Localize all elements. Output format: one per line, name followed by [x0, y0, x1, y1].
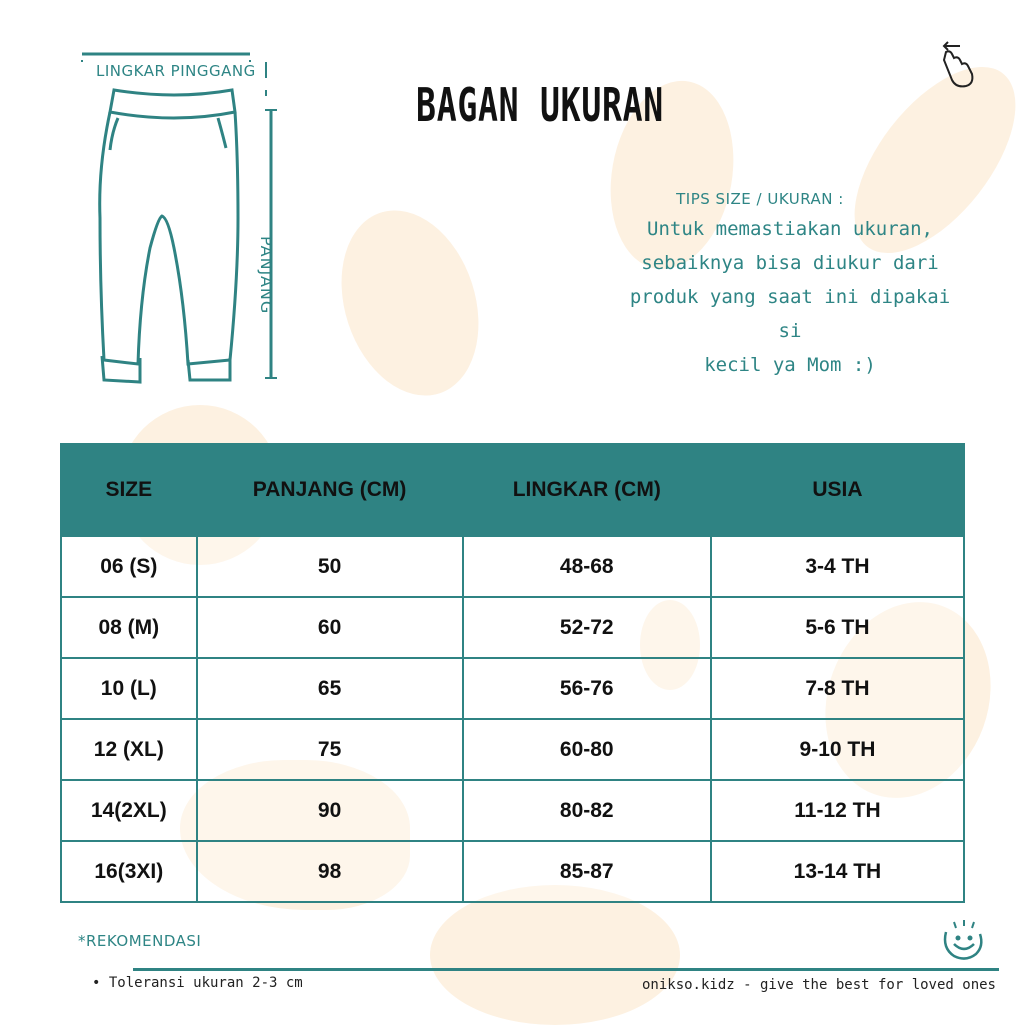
cell-age: 3-4 TH	[711, 536, 964, 597]
page-title: BAGAN UKURAN	[416, 78, 664, 132]
cell-age: 9-10 TH	[711, 719, 964, 780]
brand-tagline: onikso.kidz - give the best for loved ones	[641, 977, 996, 993]
cell-size: 16(3XI)	[61, 841, 197, 902]
cell-size: 12 (XL)	[61, 719, 197, 780]
cell-size: 14(2XL)	[61, 780, 197, 841]
header-age: USIA	[711, 444, 964, 536]
background-blob	[430, 885, 680, 1025]
background-blob	[319, 193, 501, 414]
tolerance-note: • Toleransi ukuran 2-3 cm	[92, 975, 303, 991]
table-row	[61, 719, 964, 780]
cell-circumference: 56-76	[463, 658, 711, 719]
cell-size: 08 (M)	[61, 597, 197, 658]
pants-diagram	[70, 48, 300, 388]
cell-age: 7-8 TH	[711, 658, 964, 719]
table-row	[61, 841, 964, 902]
cell-circumference: 48-68	[463, 536, 711, 597]
header-length: PANJANG (CM)	[197, 444, 463, 536]
cell-length: 60	[197, 597, 463, 658]
cell-length: 65	[197, 658, 463, 719]
footer-divider	[133, 968, 999, 971]
tips-heading: TIPS SIZE / UKURAN :	[676, 190, 844, 208]
table-row	[61, 658, 964, 719]
smiley-logo-icon	[940, 918, 988, 964]
table-row	[61, 536, 964, 597]
cell-circumference: 80-82	[463, 780, 711, 841]
recommendation-label: *REKOMENDASI	[78, 932, 202, 950]
cell-age: 13-14 TH	[711, 841, 964, 902]
cell-circumference: 52-72	[463, 597, 711, 658]
cell-length: 50	[197, 536, 463, 597]
table-row	[61, 597, 964, 658]
hand-swipe-icon	[934, 40, 978, 92]
table-header-row	[61, 444, 964, 536]
cell-circumference: 60-80	[463, 719, 711, 780]
cell-length: 75	[197, 719, 463, 780]
waist-label: LINGKAR PINGGANG	[96, 62, 256, 80]
size-chart-table	[60, 443, 965, 903]
tips-body	[620, 212, 960, 382]
table-row	[61, 780, 964, 841]
cell-circumference: 85-87	[463, 841, 711, 902]
tips-line: produk yang saat ini dipakai si	[629, 286, 951, 342]
header-circumference: LINGKAR (CM)	[463, 444, 711, 536]
cell-length: 90	[197, 780, 463, 841]
cell-size: 10 (L)	[61, 658, 197, 719]
cell-size: 06 (S)	[61, 536, 197, 597]
length-label: PANJANG	[257, 236, 276, 315]
tips-line: sebaiknya bisa diukur dari	[641, 252, 939, 274]
tips-line: Untuk memastiakan ukuran,	[647, 218, 933, 240]
header-size: SIZE	[61, 444, 197, 536]
cell-length: 98	[197, 841, 463, 902]
cell-age: 11-12 TH	[711, 780, 964, 841]
cell-age: 5-6 TH	[711, 597, 964, 658]
tips-line: kecil ya Mom :)	[704, 354, 876, 376]
